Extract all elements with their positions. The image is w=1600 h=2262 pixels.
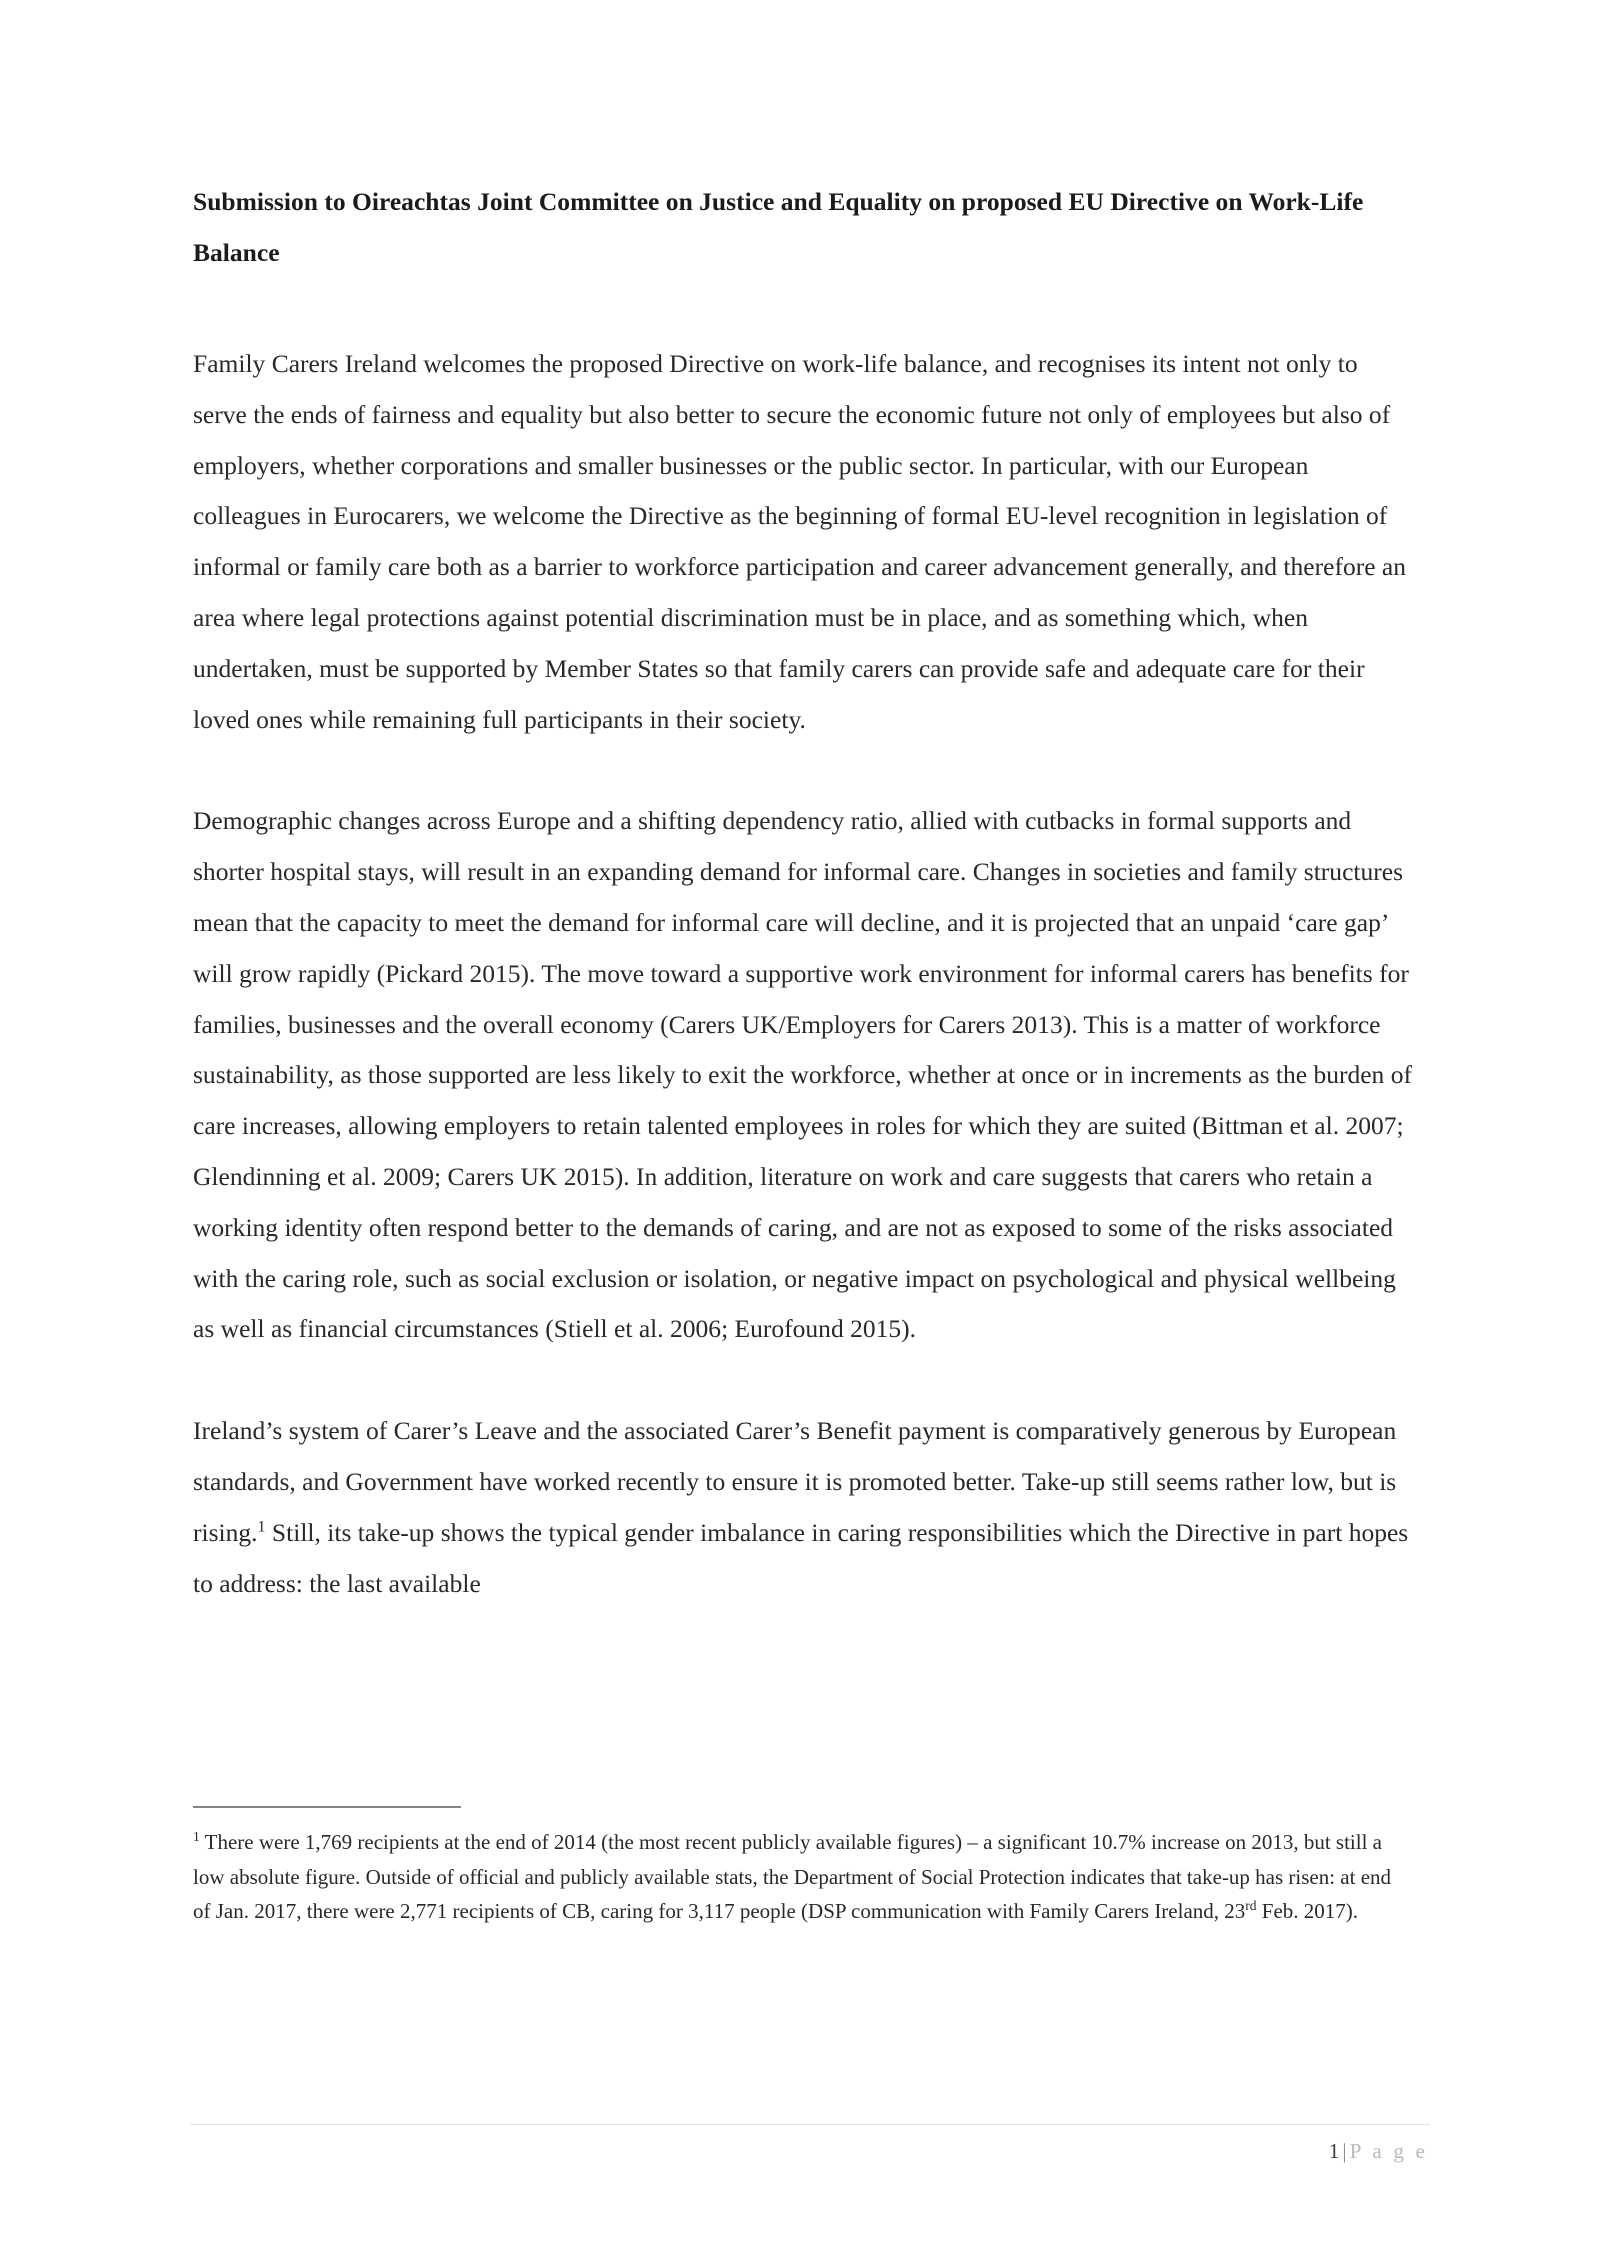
page-title: Submission to Oireachtas Joint Committee on Justice and Equality on proposed EU Directive on Work-Life Balance	[193, 187, 1364, 267]
spacer	[193, 745, 1412, 796]
footnote-ordinal-suffix: rd	[1245, 1898, 1257, 1914]
footer-page-indicator	[190, 2139, 1430, 2164]
page-footer	[190, 2124, 1430, 2164]
footnote-reference-marker[interactable]: 1	[257, 1518, 266, 1536]
document-body	[193, 176, 1412, 1609]
paragraph-3-text-before-footnote: Ireland’s system of Carer’s Leave and the associated Carer’s Benefit payment is comparatively generous by European standards, and Government have worked recently to ensure it is promoted better. Take-up still seems rather low, but is rising.	[193, 1416, 1397, 1547]
footnote-text-part-one: There were 1,769 recipients at the end of 2014 (the most recent publicly available figures) – a significant 10.7% increase on 2013, but still a low absolute figure. Outside of official and publicly available stats, the Department of Social Protection indicates that take-up has risen: at end of Jan. 2017, there were 2,771 recipients of CB, caring for 3,117 people (DSP communication with Family Carers Ireland, 23	[193, 1830, 1392, 1924]
footnote-text-part-two: Feb. 2017).	[1256, 1899, 1359, 1924]
paragraph-1: Family Carers Ireland welcomes the proposed Directive on work-life balance, and recognises its intent not only to serve the ends of fairness and equality but also better to secure the economic future not only of employees but also of employers, whether corporations and smaller businesses or the public sector. In particular, with our European colleagues in Eurocarers, we welcome the Directive as the beginning of formal EU-level recognition in legislation of informal or family care both as a barrier to workforce participation and career advancement generally, and therefore an area where legal protections against potential discrimination must be in place, and as something which, when undertaken, must be supported by Member States so that family carers can provide safe and adequate care for their loved ones while remaining full participants in their society.	[193, 349, 1407, 734]
paragraph-2: Demographic changes across Europe and a shifting dependency ratio, allied with cutbacks in formal supports and shorter hospital stays, will result in an expanding demand for informal care. Changes in societies and family structures mean that the capacity to meet the demand for informal care will decline, and it is projected that an unpaid ‘care gap’ will grow rapidly (Pickard 2015). The move toward a supportive work environment for informal carers has benefits for families, businesses and the overall economy (Carers UK/Employers for Carers 2013). This is a matter of workforce sustainability, as those supported are less likely to exit the workforce, whether at once or in increments as the burden of care increases, allowing employers to retain talented employees in roles for which they are suited (Bittman et al. 2007; Glendinning et al. 2009; Carers UK 2015). In addition, literature on work and care suggests that carers who retain a working identity often respond better to the demands of caring, and are not as exposed to some of the risks associated with the caring role, such as social exclusion or isolation, or negative impact on psychological and physical wellbeing as well as financial circumstances (Stiell et al. 2006; Eurofound 2015).	[193, 806, 1412, 1344]
footnote-1	[193, 1825, 1405, 1929]
footnote-separator-rule	[193, 1806, 461, 1808]
spacer	[193, 278, 1412, 339]
footnote-section	[193, 1806, 1405, 1929]
spacer	[193, 1355, 1412, 1406]
paragraph-3	[193, 1406, 1412, 1609]
footer-page-number: 1	[1328, 2139, 1343, 2163]
footnote-number: 1	[193, 1829, 200, 1844]
footer-divider	[190, 2124, 1430, 2125]
paragraph-3-text-after-footnote: Still, its take-up shows the typical gender imbalance in caring responsibilities which the Directive in part hopes to address: the last available	[193, 1517, 1409, 1598]
footer-separator: |	[1342, 2139, 1350, 2163]
footer-page-label: P a g e	[1349, 2139, 1428, 2163]
